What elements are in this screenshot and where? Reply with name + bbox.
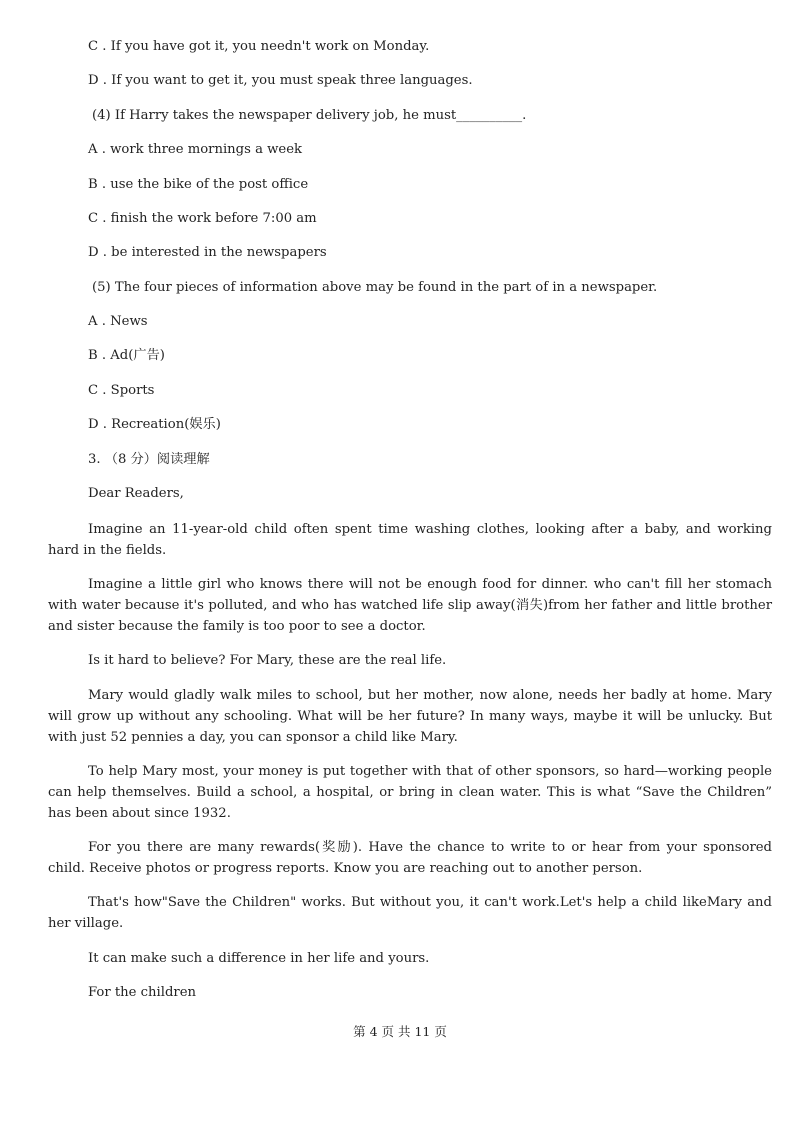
- paragraph-6: For you there are many rewards(奖励). Have the chance to write to or hear from your sponsored child. Receive photos or progress reports. Know you are reaching out to another person.: [48, 840, 772, 876]
- salutation: Dear Readers,: [88, 486, 184, 501]
- q4-option-c: C . finish the work before 7:00 am: [88, 211, 317, 226]
- q4-option-b: B . use the bike of the post office: [88, 177, 309, 192]
- paragraph-2: Imagine a little girl who knows there will not be enough food for dinner. who can't fill her stomach with water because it's polluted, and who has watched life slip away(消失)from her father and little brother and sister because the family is too poor to see a doctor.: [48, 577, 772, 634]
- q5-stem: (5) The four pieces of information above may be found in the part of in a newspaper.: [92, 280, 658, 295]
- q2-option-d: D . If you want to get it, you must speak three languages.: [88, 73, 473, 88]
- q5-option-a: A . News: [88, 314, 148, 329]
- paragraph-7: That's how"Save the Children" works. But without you, it can't work.Let's help a child likeMary and her village.: [48, 895, 772, 931]
- q5-option-c: C . Sports: [88, 383, 155, 398]
- paragraph-3: Is it hard to believe? For Mary, these are the real life.: [88, 653, 447, 668]
- q4-stem: (4) If Harry takes the newspaper delivery job, he must__________.: [92, 108, 527, 123]
- paragraph-8: It can make such a difference in her life and yours.: [88, 951, 430, 966]
- q5-option-b: B . Ad(广告): [88, 348, 165, 363]
- q2-option-c: C . If you have got it, you needn't work on Monday.: [88, 39, 430, 54]
- page-footer: 第 4 页 共 11 页: [353, 1024, 447, 1039]
- q4-option-d: D . be interested in the newspapers: [88, 245, 327, 260]
- paragraph-4: Mary would gladly walk miles to school, but her mother, now alone, needs her badly at home. Mary will grow up without any schooling. What will be her future? In many ways, maybe it will be unlucky. But with just 52 pennies a day, you can sponsor a child like Mary.: [48, 688, 772, 745]
- closing: For the children: [88, 985, 197, 1000]
- q3-heading: 3. （8 分）阅读理解: [88, 452, 210, 467]
- q5-option-d: D . Recreation(娱乐): [88, 417, 221, 432]
- q4-option-a: A . work three mornings a week: [88, 142, 303, 157]
- paragraph-5: To help Mary most, your money is put together with that of other sponsors, so hard—working people can help themselves. Build a school, a hospital, or bring in clean water. This is what “Save the Children” has been about since 1932.: [48, 764, 772, 821]
- paragraph-1: Imagine an 11-year-old child often spent time washing clothes, looking after a baby, and working hard in the fields.: [48, 522, 772, 558]
